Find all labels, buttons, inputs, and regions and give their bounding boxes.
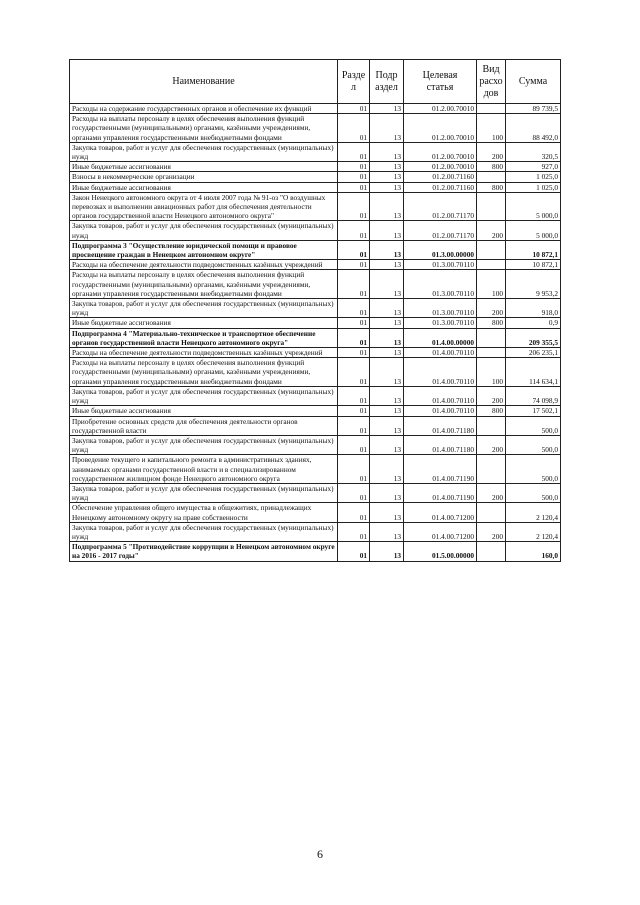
row-celevaya: 01.4.00.00000 <box>404 328 477 347</box>
row-summa: 500,0 <box>506 455 561 484</box>
row-podrazdel: 13 <box>370 358 404 387</box>
table-row <box>70 260 561 270</box>
row-podrazdel: 13 <box>370 542 404 561</box>
row-razdel: 01 <box>338 522 370 541</box>
row-celevaya: 01.4.00.70110 <box>404 348 477 358</box>
table-row <box>70 358 561 387</box>
row-summa: 1 025,0 <box>506 182 561 192</box>
row-summa: 206 235,1 <box>506 348 561 358</box>
row-celevaya: 01.2.00.70010 <box>404 142 477 161</box>
table-row <box>70 416 561 435</box>
row-celevaya: 01.4.00.71190 <box>404 483 477 502</box>
row-razdel: 01 <box>338 182 370 192</box>
row-celevaya: 01.4.00.70110 <box>404 358 477 387</box>
row-podrazdel: 13 <box>370 503 404 522</box>
row-podrazdel: 13 <box>370 455 404 484</box>
row-razdel: 01 <box>338 483 370 502</box>
table-row <box>70 328 561 347</box>
row-razdel: 01 <box>338 270 370 299</box>
row-name: Иные бюджетные ассигнования <box>70 318 338 328</box>
table-row <box>70 162 561 172</box>
row-razdel: 01 <box>338 114 370 143</box>
row-vid <box>477 455 506 484</box>
row-razdel: 01 <box>338 435 370 454</box>
row-podrazdel: 13 <box>370 318 404 328</box>
row-podrazdel: 13 <box>370 435 404 454</box>
row-celevaya: 01.3.00.00000 <box>404 240 477 259</box>
row-vid: 100 <box>477 114 506 143</box>
table-row <box>70 104 561 114</box>
table-row <box>70 221 561 240</box>
row-summa: 0,9 <box>506 318 561 328</box>
row-razdel: 01 <box>338 260 370 270</box>
table-row <box>70 299 561 318</box>
row-vid <box>477 328 506 347</box>
header-name: Наименование <box>70 60 338 104</box>
row-summa: 320,5 <box>506 142 561 161</box>
row-vid <box>477 172 506 182</box>
row-celevaya: 01.2.00.70010 <box>404 104 477 114</box>
table-row <box>70 182 561 192</box>
row-podrazdel: 13 <box>370 386 404 405</box>
row-name: Расходы на выплаты персоналу в целях обеспечения выполнения функций государственными (муниципальными) органами, казёнными учреждениями, органами управления государственными внебюджетными фондами <box>70 114 338 143</box>
row-podrazdel: 13 <box>370 348 404 358</box>
row-celevaya: 01.2.00.71160 <box>404 172 477 182</box>
row-podrazdel: 13 <box>370 104 404 114</box>
budget-table <box>69 59 561 562</box>
row-podrazdel: 13 <box>370 416 404 435</box>
row-name: Иные бюджетные ассигнования <box>70 162 338 172</box>
row-vid <box>477 416 506 435</box>
row-vid <box>477 260 506 270</box>
row-name: Закупка товаров, работ и услуг для обеспечения государственных (муниципальных) нужд <box>70 299 338 318</box>
row-celevaya: 01.2.00.70010 <box>404 162 477 172</box>
row-celevaya: 01.4.00.70110 <box>404 386 477 405</box>
row-name: Закон Ненецкого автономного округа от 4 июля 2007 года № 91-оз "О воздушных перевозках и выполнении авиационных работ для обеспечения деятельности органов государственной власти Ненецкого автономного округа" <box>70 192 338 221</box>
row-celevaya: 01.3.00.70110 <box>404 270 477 299</box>
row-podrazdel: 13 <box>370 299 404 318</box>
page-number: 6 <box>317 847 323 861</box>
row-razdel: 01 <box>338 455 370 484</box>
row-celevaya: 01.4.00.71180 <box>404 416 477 435</box>
row-razdel: 01 <box>338 348 370 358</box>
header-podrazdel: Подр аздел <box>370 60 404 104</box>
row-celevaya: 01.4.00.71200 <box>404 503 477 522</box>
row-summa: 114 634,1 <box>506 358 561 387</box>
row-vid: 800 <box>477 318 506 328</box>
row-celevaya: 01.2.00.71160 <box>404 182 477 192</box>
row-podrazdel: 13 <box>370 328 404 347</box>
row-vid: 800 <box>477 182 506 192</box>
row-celevaya: 01.3.00.70110 <box>404 318 477 328</box>
row-celevaya: 01.3.00.70110 <box>404 260 477 270</box>
table-row <box>70 348 561 358</box>
row-summa: 9 953,2 <box>506 270 561 299</box>
row-vid: 200 <box>477 483 506 502</box>
row-razdel: 01 <box>338 503 370 522</box>
row-razdel: 01 <box>338 240 370 259</box>
row-podrazdel: 13 <box>370 260 404 270</box>
row-razdel: 01 <box>338 172 370 182</box>
row-vid: 100 <box>477 270 506 299</box>
row-podrazdel: 13 <box>370 221 404 240</box>
row-celevaya: 01.4.00.71200 <box>404 522 477 541</box>
row-celevaya: 01.2.00.71170 <box>404 192 477 221</box>
table-row <box>70 503 561 522</box>
row-razdel: 01 <box>338 221 370 240</box>
row-name: Расходы на выплаты персоналу в целях обеспечения выполнения функций государственными (муниципальными) органами, казёнными учреждениями, органами управления государственными внебюджетными фондами <box>70 270 338 299</box>
row-razdel: 01 <box>338 192 370 221</box>
row-celevaya: 01.4.00.71190 <box>404 455 477 484</box>
row-summa: 88 492,0 <box>506 114 561 143</box>
row-razdel: 01 <box>338 358 370 387</box>
row-name: Подпрограмма 4 "Материально-техническое и транспортное обеспечение органов государственной власти Ненецкого автономного округа" <box>70 328 338 347</box>
row-name: Иные бюджетные ассигнования <box>70 182 338 192</box>
table-row <box>70 142 561 161</box>
row-summa: 2 120,4 <box>506 503 561 522</box>
header-summa: Сумма <box>506 60 561 104</box>
row-name: Расходы на выплаты персоналу в целях обеспечения выполнения функций государственными (муниципальными) органами, казёнными учреждениями, органами управления государственными внебюджетными фондами <box>70 358 338 387</box>
row-vid <box>477 104 506 114</box>
row-summa: 74 098,9 <box>506 386 561 405</box>
row-vid: 200 <box>477 435 506 454</box>
row-name: Закупка товаров, работ и услуг для обеспечения государственных (муниципальных) нужд <box>70 522 338 541</box>
row-summa: 160,0 <box>506 542 561 561</box>
row-podrazdel: 13 <box>370 182 404 192</box>
row-summa: 5 000,0 <box>506 221 561 240</box>
row-podrazdel: 13 <box>370 172 404 182</box>
row-name: Закупка товаров, работ и услуг для обеспечения государственных (муниципальных) нужд <box>70 483 338 502</box>
row-summa: 5 000,0 <box>506 192 561 221</box>
row-name: Закупка товаров, работ и услуг для обеспечения государственных (муниципальных) нужд <box>70 142 338 161</box>
row-name: Расходы на обеспечение деятельности подведомственных казённых учреждений <box>70 348 338 358</box>
table-row <box>70 483 561 502</box>
row-razdel: 01 <box>338 299 370 318</box>
row-name: Обеспечение управления общего имущества в общежитиях, принадлежащих Ненецкому автономному округу на праве собственности <box>70 503 338 522</box>
row-summa: 500,0 <box>506 483 561 502</box>
row-name: Подпрограмма 5 "Противодействие коррупции в Ненецком автономном округе на 2016 - 2017 годы" <box>70 542 338 561</box>
row-razdel: 01 <box>338 142 370 161</box>
row-vid <box>477 503 506 522</box>
row-podrazdel: 13 <box>370 240 404 259</box>
row-podrazdel: 13 <box>370 162 404 172</box>
row-name: Приобретение основных средств для обеспечения деятельности органов государственной власти <box>70 416 338 435</box>
row-vid: 200 <box>477 142 506 161</box>
table-header-row <box>70 60 561 104</box>
row-summa: 2 120,4 <box>506 522 561 541</box>
row-summa: 500,0 <box>506 416 561 435</box>
row-summa: 10 872,1 <box>506 260 561 270</box>
table-row <box>70 318 561 328</box>
table-row <box>70 435 561 454</box>
row-celevaya: 01.2.00.71170 <box>404 221 477 240</box>
row-summa: 927,0 <box>506 162 561 172</box>
row-celevaya: 01.4.00.71180 <box>404 435 477 454</box>
table-row <box>70 406 561 416</box>
row-razdel: 01 <box>338 542 370 561</box>
row-vid: 800 <box>477 406 506 416</box>
row-name: Закупка товаров, работ и услуг для обеспечения государственных (муниципальных) нужд <box>70 435 338 454</box>
row-name: Проведение текущего и капитального ремонта в административных зданиях, занимаемых органами государственной власти и в специализированном государственном жилищном фонде Ненецкого автономного округа <box>70 455 338 484</box>
row-name: Закупка товаров, работ и услуг для обеспечения государственных (муниципальных) нужд <box>70 221 338 240</box>
table-row <box>70 386 561 405</box>
row-razdel: 01 <box>338 416 370 435</box>
row-vid: 200 <box>477 522 506 541</box>
row-summa: 500,0 <box>506 435 561 454</box>
row-podrazdel: 13 <box>370 522 404 541</box>
table-row <box>70 192 561 221</box>
table-row <box>70 114 561 143</box>
row-celevaya: 01.2.00.70010 <box>404 114 477 143</box>
row-vid: 800 <box>477 162 506 172</box>
header-celevaya: Целевая статья <box>404 60 477 104</box>
row-podrazdel: 13 <box>370 483 404 502</box>
table-row <box>70 172 561 182</box>
row-podrazdel: 13 <box>370 406 404 416</box>
table-row <box>70 270 561 299</box>
row-razdel: 01 <box>338 386 370 405</box>
header-razdel: Разде л <box>338 60 370 104</box>
row-vid: 200 <box>477 299 506 318</box>
row-summa: 918,0 <box>506 299 561 318</box>
row-name: Расходы на содержание государственных органов и обеспечение их функций <box>70 104 338 114</box>
row-summa: 209 355,5 <box>506 328 561 347</box>
row-vid: 200 <box>477 386 506 405</box>
row-vid <box>477 192 506 221</box>
row-summa: 89 739,5 <box>506 104 561 114</box>
table-row <box>70 522 561 541</box>
row-razdel: 01 <box>338 104 370 114</box>
row-name: Иные бюджетные ассигнования <box>70 406 338 416</box>
row-celevaya: 01.5.00.00000 <box>404 542 477 561</box>
row-summa: 1 025,0 <box>506 172 561 182</box>
row-razdel: 01 <box>338 318 370 328</box>
row-name: Расходы на обеспечение деятельности подведомственных казённых учреждений <box>70 260 338 270</box>
row-podrazdel: 13 <box>370 114 404 143</box>
table-row <box>70 240 561 259</box>
row-celevaya: 01.3.00.70110 <box>404 299 477 318</box>
row-summa: 17 502,1 <box>506 406 561 416</box>
row-summa: 10 872,1 <box>506 240 561 259</box>
row-name: Подпрограмма 3 "Осуществление юридической помощи и правовое просвещение граждан в Ненецком автономном округе" <box>70 240 338 259</box>
row-name: Закупка товаров, работ и услуг для обеспечения государственных (муниципальных) нужд <box>70 386 338 405</box>
row-vid <box>477 542 506 561</box>
table-row <box>70 542 561 561</box>
row-razdel: 01 <box>338 162 370 172</box>
table-row <box>70 455 561 484</box>
row-podrazdel: 13 <box>370 192 404 221</box>
row-podrazdel: 13 <box>370 142 404 161</box>
row-razdel: 01 <box>338 406 370 416</box>
header-vid: Вид расхо дов <box>477 60 506 104</box>
row-celevaya: 01.4.00.70110 <box>404 406 477 416</box>
row-vid: 100 <box>477 358 506 387</box>
row-vid <box>477 348 506 358</box>
row-name: Взносы в некоммерческие организации <box>70 172 338 182</box>
row-podrazdel: 13 <box>370 270 404 299</box>
row-vid: 200 <box>477 221 506 240</box>
row-vid <box>477 240 506 259</box>
row-razdel: 01 <box>338 328 370 347</box>
